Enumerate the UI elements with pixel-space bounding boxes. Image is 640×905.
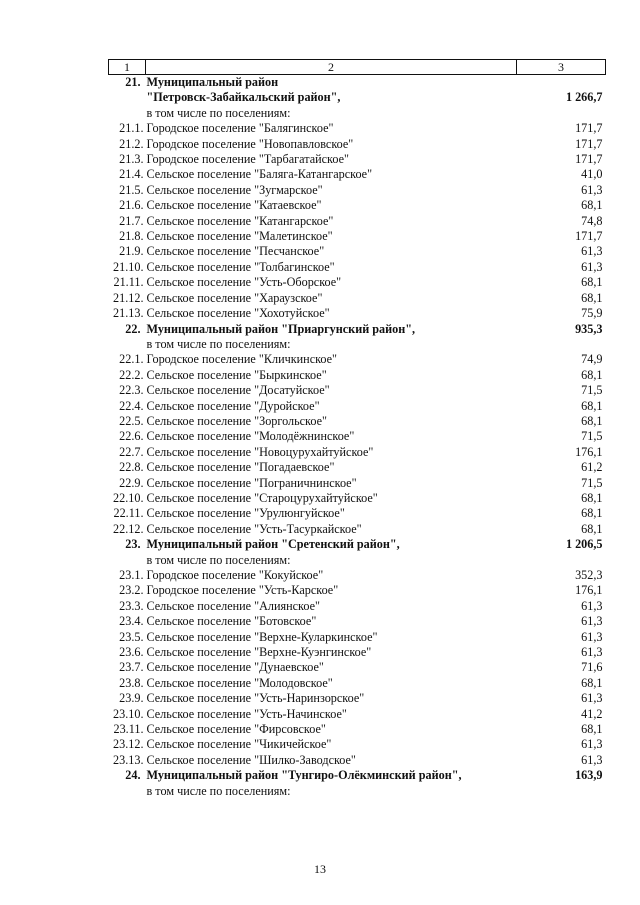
page-number: 13: [314, 862, 326, 876]
table-row: [109, 229, 606, 244]
table-row: [109, 337, 606, 352]
table-row: [109, 183, 606, 198]
row-value: [517, 784, 606, 799]
row-name: в том числе по поселениям:: [146, 105, 291, 120]
row-number: 22.11.: [113, 506, 144, 521]
table-row: [109, 660, 606, 675]
table-row: [109, 737, 606, 752]
row-number: 22.2.: [119, 367, 144, 382]
row-name: Городское поселение "Балягинское": [146, 121, 334, 136]
row-value: 61,3: [581, 645, 603, 660]
row-name: Сельское поселение "Ботовское": [146, 614, 317, 629]
row-value: 71,5: [581, 383, 603, 398]
table-row: [109, 306, 606, 321]
row-name: Сельское поселение "Малетинское": [146, 229, 333, 244]
row-name: Сельское поселение "Фирсовское": [146, 722, 326, 737]
row-number: 21.2.: [119, 136, 144, 151]
row-value: 68,1: [581, 290, 603, 305]
row-value: 163,9: [575, 768, 603, 783]
row-name: Муниципальный район: [146, 75, 279, 89]
row-number: 23.3.: [119, 598, 144, 613]
row-number: 21.3.: [119, 152, 144, 167]
row-name: Сельское поселение "Усть-Оборское": [146, 275, 342, 290]
row-value: 68,1: [581, 398, 603, 413]
row-name: Сельское поселение "Молодёжнинское": [146, 429, 355, 444]
row-number: 23.1.: [119, 568, 144, 582]
row-value: 71,5: [581, 429, 603, 444]
row-value: 68,1: [581, 490, 603, 505]
row-number: 22.6.: [119, 429, 144, 444]
row-number: 21.6.: [119, 198, 144, 213]
row-number: 21.11.: [113, 275, 144, 290]
row-value: 1 206,5: [565, 537, 603, 552]
table-header-row: [109, 60, 606, 75]
row-value: 75,9: [581, 306, 603, 321]
row-number: 21.: [125, 75, 141, 89]
row-name: Муниципальный район "Тунгиро-Олёкминский район",: [146, 768, 462, 783]
row-value: 61,3: [581, 244, 603, 259]
row-name: Сельское поселение "Новоцурухайтуйское": [146, 444, 374, 459]
table-row: [109, 599, 606, 614]
row-value: 171,7: [575, 121, 603, 136]
row-number: [109, 90, 146, 105]
row-name: Сельское поселение "Усть-Тасуркайское": [146, 521, 362, 536]
row-name: Сельское поселение "Усть-Наринзорское": [146, 691, 365, 706]
row-name: Сельское поселение "Быркинское": [146, 367, 327, 382]
row-name: Сельское поселение "Урулюнгуйское": [146, 506, 345, 521]
row-number: [109, 784, 146, 799]
row-name: Сельское поселение "Катангарское": [146, 213, 334, 228]
row-name: Городское поселение "Кличкинское": [146, 352, 338, 367]
row-value: 1 266,7: [565, 90, 603, 105]
table-row: [109, 645, 606, 660]
row-number: 23.7.: [119, 660, 144, 675]
row-number: 23.12.: [113, 737, 144, 752]
table-row: [109, 399, 606, 414]
table-row: [109, 106, 606, 121]
table-row: [109, 722, 606, 737]
row-name: Городское поселение "Усть-Карское": [146, 583, 339, 598]
table-row: [109, 614, 606, 629]
table-row: [109, 522, 606, 537]
row-number: 22.8.: [119, 460, 144, 475]
row-name: в том числе по поселениям:: [146, 552, 291, 567]
row-value: 41,0: [581, 167, 603, 182]
row-number: 23.4.: [119, 614, 144, 629]
table-row: [109, 152, 606, 167]
row-number: 22.3.: [119, 383, 144, 398]
row-name: в том числе по поселениям:: [146, 783, 291, 798]
row-name: Сельское поселение "Верхне-Куларкинское": [146, 629, 378, 644]
row-value: 68,1: [581, 722, 603, 737]
row-number: 22.: [125, 321, 141, 336]
row-value: 61,3: [581, 598, 603, 613]
row-value: 171,7: [575, 136, 603, 151]
row-value: [517, 553, 606, 568]
table-row: [109, 167, 606, 182]
row-name: Городское поселение "Кокуйское": [146, 568, 324, 582]
table-row: [109, 429, 606, 444]
row-name: Сельское поселение "Досатуйское": [146, 383, 330, 398]
table-row: [109, 383, 606, 398]
row-number: 22.10.: [113, 490, 144, 505]
header-col-3: 3: [517, 60, 606, 75]
row-name: Сельское поселение "Толбагинское": [146, 259, 335, 274]
table-row: [109, 784, 606, 799]
table-row: [109, 75, 606, 91]
row-name: Городское поселение "Тарбагатайское": [146, 152, 349, 167]
row-number: 22.12.: [113, 521, 144, 536]
row-value: 68,1: [581, 521, 603, 536]
row-name: Сельское поселение "Зугмарское": [146, 182, 323, 197]
row-value: 61,3: [581, 691, 603, 706]
row-name: Сельское поселение "Дуройское": [146, 398, 320, 413]
table-row: [109, 491, 606, 506]
table-row: [109, 198, 606, 213]
row-name: "Петровск-Забайкальский район",: [146, 90, 341, 105]
row-value: 74,9: [581, 352, 603, 367]
row-number: 21.7.: [119, 213, 144, 228]
table-row: [109, 121, 606, 136]
row-number: 23.: [125, 537, 141, 552]
row-value: 68,1: [581, 675, 603, 690]
row-name: Сельское поселение "Хохотуйское": [146, 306, 330, 321]
table-row: [109, 244, 606, 259]
row-value: 176,1: [575, 583, 603, 598]
row-value: 68,1: [581, 367, 603, 382]
row-value: 71,6: [581, 660, 603, 675]
row-number: 23.9.: [119, 691, 144, 706]
row-number: [109, 106, 146, 121]
row-value: 61,3: [581, 614, 603, 629]
row-name: Сельское поселение "Баляга-Катангарское": [146, 167, 373, 182]
table-row: [109, 537, 606, 552]
row-number: 21.12.: [113, 290, 144, 305]
table-row: [109, 445, 606, 460]
table-row: [109, 414, 606, 429]
row-name: Сельское поселение "Староцурухайтуйское": [146, 490, 378, 505]
row-number: 23.8.: [119, 675, 144, 690]
row-value: 68,1: [581, 198, 603, 213]
table-row: [109, 352, 606, 367]
row-number: 23.6.: [119, 645, 144, 660]
row-name: Сельское поселение "Зоргольское": [146, 413, 327, 428]
row-name: Сельское поселение "Чикичейское": [146, 737, 332, 752]
row-name: в том числе по поселениям:: [146, 336, 291, 351]
table-row: [109, 368, 606, 383]
row-name: Сельское поселение "Пограничнинское": [146, 475, 357, 490]
row-number: 22.5.: [119, 413, 144, 428]
table-row: [109, 137, 606, 152]
row-value: 61,3: [581, 259, 603, 274]
table-row: [109, 275, 606, 290]
row-number: 21.8.: [119, 229, 144, 244]
table-row: [109, 322, 606, 337]
row-name: Сельское поселение "Верхне-Куэнгинское": [146, 645, 372, 660]
row-name: Сельское поселение "Молодовское": [146, 675, 333, 690]
table-row: [109, 90, 606, 105]
row-value: 68,1: [581, 275, 603, 290]
row-number: 21.10.: [113, 259, 144, 274]
table-row: [109, 707, 606, 722]
row-value: 68,1: [581, 413, 603, 428]
row-number: 21.1.: [119, 121, 144, 136]
row-value: 74,8: [581, 213, 603, 228]
row-number: 22.9.: [119, 475, 144, 490]
row-name: Сельское поселение "Усть-Начинское": [146, 706, 347, 721]
row-number: 22.7.: [119, 444, 144, 459]
row-value: 935,3: [575, 321, 603, 336]
row-number: 23.11.: [113, 722, 144, 737]
row-value: 68,1: [581, 506, 603, 521]
table-row: [109, 214, 606, 229]
row-name: Сельское поселение "Хараузское": [146, 290, 323, 305]
row-number: 23.5.: [119, 629, 144, 644]
row-value: 61,3: [581, 629, 603, 644]
row-name: Муниципальный район "Приаргунский район",: [146, 321, 416, 336]
row-number: 21.4.: [119, 167, 144, 182]
table-row: [109, 291, 606, 306]
header-col-2: 2: [146, 60, 517, 75]
row-number: 23.10.: [113, 706, 144, 721]
row-value: 171,7: [575, 152, 603, 167]
table-row: [109, 568, 606, 583]
row-value: 176,1: [575, 444, 603, 459]
row-value: [517, 75, 606, 91]
row-value: 71,5: [581, 475, 603, 490]
row-value: 61,3: [581, 752, 603, 767]
row-value: 352,3: [575, 568, 603, 582]
row-number: 22.4.: [119, 398, 144, 413]
table-row: [109, 476, 606, 491]
row-value: [517, 337, 606, 352]
row-name: Сельское поселение "Песчанское": [146, 244, 325, 259]
row-number: 21.9.: [119, 244, 144, 259]
table-row: [109, 753, 606, 768]
row-number: 24.: [125, 768, 141, 783]
row-value: 61,3: [581, 737, 603, 752]
row-name: Муниципальный район "Сретенский район",: [146, 537, 400, 552]
row-value: 61,2: [581, 460, 603, 475]
table-row: [109, 460, 606, 475]
row-name: Сельское поселение "Шилко-Заводское": [146, 752, 356, 767]
table-row: [109, 676, 606, 691]
row-name: Городское поселение "Новопавловское": [146, 136, 354, 151]
table-row: [109, 630, 606, 645]
table-row: [109, 691, 606, 706]
table-row: [109, 506, 606, 521]
row-name: Сельское поселение "Алиянское": [146, 598, 320, 613]
allocation-table: [108, 59, 606, 799]
row-number: 22.1.: [119, 352, 144, 367]
row-number: 21.13.: [113, 306, 144, 321]
row-value: 61,3: [581, 182, 603, 197]
header-col-1: 1: [109, 60, 146, 75]
row-number: 23.2.: [119, 583, 144, 598]
table-row: [109, 768, 606, 783]
table-row: [109, 583, 606, 598]
row-value: 171,7: [575, 229, 603, 244]
row-number: [109, 337, 146, 352]
row-value: [517, 106, 606, 121]
row-name: Сельское поселение "Дунаевское": [146, 660, 324, 675]
row-number: 21.5.: [119, 182, 144, 197]
table-row: [109, 260, 606, 275]
row-number: 23.13.: [113, 752, 144, 767]
table-row: [109, 553, 606, 568]
row-name: Сельское поселение "Погадаевское": [146, 460, 335, 475]
row-number: [109, 553, 146, 568]
row-value: 41,2: [581, 706, 603, 721]
row-name: Сельское поселение "Катаевское": [146, 198, 322, 213]
